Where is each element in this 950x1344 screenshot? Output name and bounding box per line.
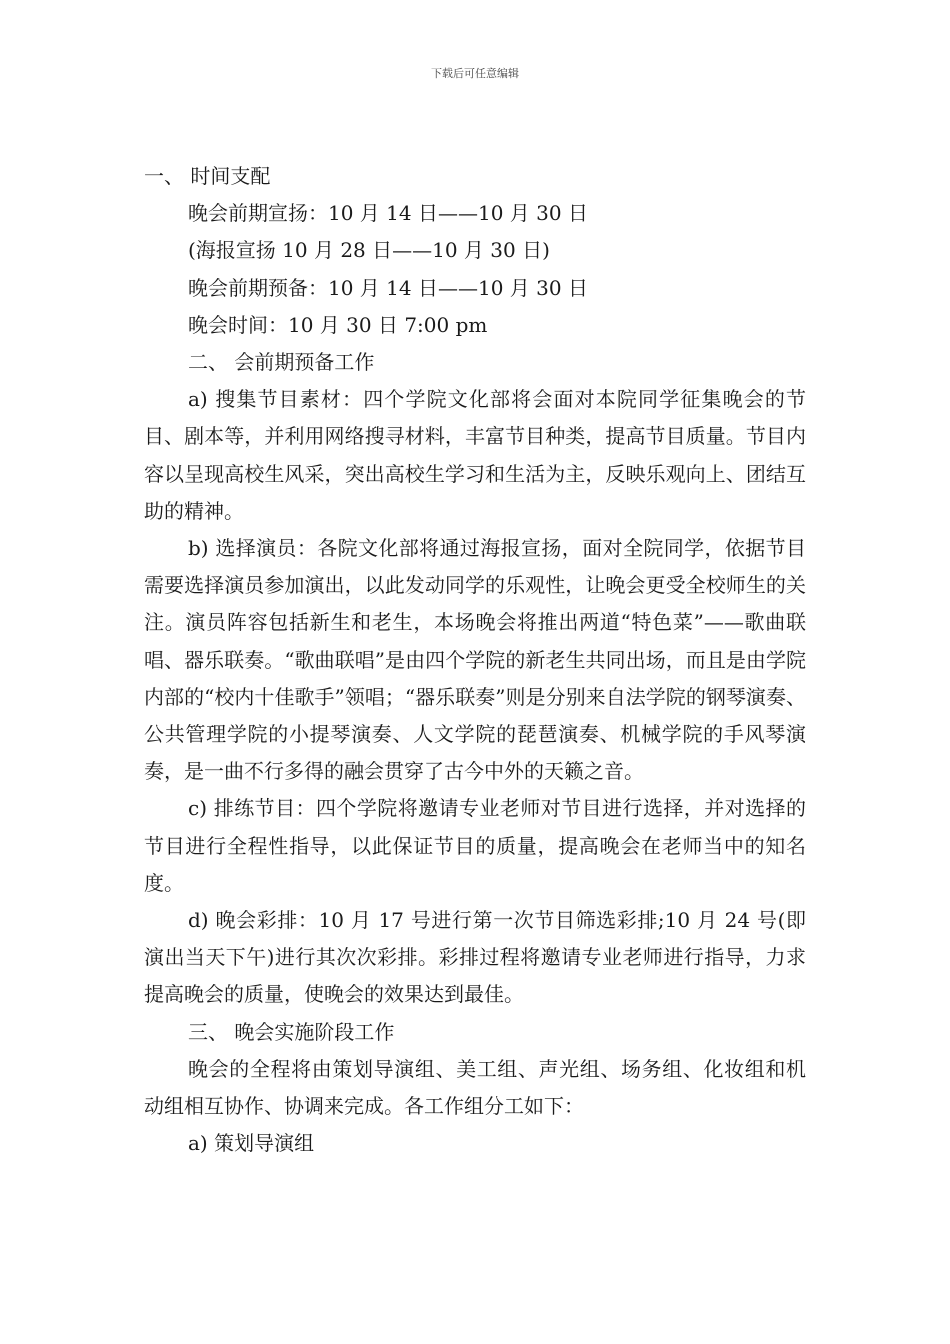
prep-period: 晚会前期预备：10 月 14 日——10 月 30 日 [188,275,588,300]
paragraph-rehearse-programs: c) 排练节目：四个学院将邀请专业老师对节目进行选择，并对选择的节目进行全程性指导，以此保证节目的质量，提高晚会在老师当中的知名度。 [144,796,806,895]
paragraph-dress-rehearsal: d) 晚会彩排：10 月 17 号进行第一次节目筛选彩排;10 月 24 号(即演出当天下午)进行其次次彩排。彩排过程将邀请专业老师进行指导，力求提高晚会的质量，使晚会的效果达到最佳。 [144,908,806,1007]
page-header-note: 下载后可任意编辑 [431,67,519,80]
show-time: 晚会时间：10 月 30 日 7:00 pm [188,312,488,337]
subheading-planning-group: a) 策划导演组 [188,1131,315,1156]
section-heading-time: 一、 时间支配 [144,164,271,188]
paragraph-work-groups: 晚会的全程将由策划导演组、美工组、声光组、场务组、化妆组和机动组相互协作、协调来完成。各工作组分工如下： [144,1056,806,1119]
paragraph-select-actors: b) 选择演员：各院文化部将通过海报宣扬，面对全院同学，依据节目需要选择演员参加演出，以此发动同学的乐观性，让晚会更受全校师生的关注。演员阵容包括新生和老生，本场晚会将推出两道“特色菜”——歌曲联唱、器乐联奏。“歌曲联唱”是由四个学院的新老生共同出场，而且是由学院内部的“校内十佳歌手”领唱；“器乐联奏”则是分别来自法学院的钢琴演奏、公共管理学院的小提琴演奏、人文学院的琵琶演奏、机械学院的手风琴演奏，是一曲不行多得的融会贯穿了古今中外的天籁之音。 [144,536,806,784]
poster-period: (海报宣扬 10 月 28 日——10 月 30 日) [188,238,550,263]
promo-period: 晚会前期宣扬：10 月 14 日——10 月 30 日 [188,201,588,226]
document-body [144,158,806,1162]
section-heading-implementation: 三、 晚会实施阶段工作 [188,1019,395,1044]
paragraph-collect-materials: a) 搜集节目素材：四个学院文化部将会面对本院同学征集晚会的节目、剧本等，并利用网络搜寻材料，丰富节目种类，提高节目质量。节目内容以呈现高校生风采，突出高校生学习和生活为主，反映乐观向上、团结互助的精神。 [144,387,806,523]
section-heading-prep: 二、 会前期预备工作 [188,350,375,375]
